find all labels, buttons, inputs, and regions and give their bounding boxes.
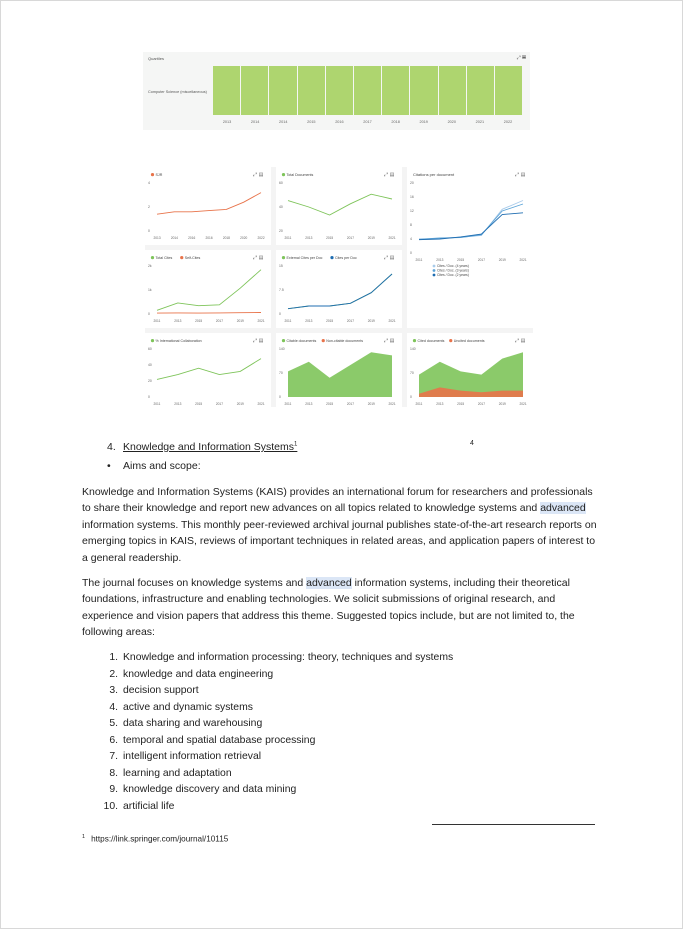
y-tick-label: 140 xyxy=(279,347,285,352)
legend-dot xyxy=(151,339,154,342)
x-tick-label: 2019 xyxy=(498,258,506,262)
y-tick-label: 0 xyxy=(148,312,150,317)
charts-grid xyxy=(145,167,533,407)
quartile-year: 2019 xyxy=(419,120,428,124)
y-tick-label: 15 xyxy=(279,264,283,269)
legend-entry: SJR xyxy=(155,173,163,177)
legend-entry: Cites / Doc. (4 years) xyxy=(437,264,469,268)
y-tick-label: 140 xyxy=(410,347,416,352)
y-tick-label: 0 xyxy=(410,395,412,400)
topic-number: 2. xyxy=(109,668,118,680)
chart-panel xyxy=(276,333,402,411)
topic-text: knowledge discovery and data mining xyxy=(123,784,297,795)
line-series xyxy=(419,213,523,240)
topic-item xyxy=(100,700,453,717)
x-tick-label: 2016 xyxy=(205,236,213,240)
x-tick-label: 2011 xyxy=(284,402,292,406)
legend-entry: % International Collaboration xyxy=(155,339,202,343)
bullet-dot: • xyxy=(107,460,111,472)
quartile-year: 2018 xyxy=(391,120,400,124)
quartile-year: 2021 xyxy=(475,120,485,124)
paragraph-2: The journal focuses on knowledge systems and advanced information systems, including their theoretical foundations, infrastructure and enabling technologies. We solicit submissions of original research, and experience and vision papers that address this theme. Suggested topics include, but are not limited to, the following areas: xyxy=(82,577,575,639)
legend-dot xyxy=(282,256,285,259)
share-icon: ⤢ ▤ xyxy=(384,338,395,344)
y-tick-label: 70 xyxy=(279,371,283,376)
legend-entry: Cited documents xyxy=(417,339,445,343)
x-tick-label: 2018 xyxy=(222,236,230,240)
chart-title: Citations per document xyxy=(413,172,455,177)
share-icon: ⤢ ▤ xyxy=(253,172,264,178)
y-tick-label: 4 xyxy=(410,237,412,242)
x-tick-label: 2019 xyxy=(236,402,244,406)
topic-text: intelligent information retrieval xyxy=(123,751,262,762)
quartile-cell xyxy=(326,66,354,115)
line-series xyxy=(288,274,392,309)
topic-number: 8. xyxy=(109,767,118,779)
quartile-cell xyxy=(382,66,410,115)
x-tick-label: 2017 xyxy=(346,402,354,406)
x-tick-label: 2021 xyxy=(388,402,396,406)
x-tick-label: 2015 xyxy=(457,258,465,262)
x-tick-label: 2019 xyxy=(367,402,375,406)
chart-panel xyxy=(145,250,271,328)
footnote-link[interactable]: https://link.springer.com/journal/10115 xyxy=(91,834,229,844)
topic-text: learning and adaptation xyxy=(123,767,232,779)
x-tick-label: 2021 xyxy=(388,236,396,240)
legend-dot xyxy=(180,256,183,259)
quartile-year: 2014 xyxy=(250,120,260,124)
quartile-cell xyxy=(354,66,382,115)
area-series xyxy=(288,352,392,397)
x-tick-label: 2015 xyxy=(326,236,334,240)
y-tick-label: 70 xyxy=(410,371,414,376)
topic-text: Knowledge and information processing: theory, techniques and systems xyxy=(123,652,454,663)
quartile-year: 2017 xyxy=(363,120,372,124)
quartiles-bar xyxy=(213,66,522,115)
x-tick-label: 2017 xyxy=(477,258,485,262)
legend-entry: Self-Cites xyxy=(184,256,201,260)
x-tick-label: 2019 xyxy=(367,319,375,323)
quartile-year: 2022 xyxy=(503,120,513,124)
y-tick-label: 0 xyxy=(148,395,150,400)
topic-item xyxy=(100,650,453,667)
x-tick-label: 2013 xyxy=(153,236,161,240)
y-tick-label: 0 xyxy=(148,229,150,234)
line-series xyxy=(419,204,523,239)
y-tick-label: 16 xyxy=(410,195,414,200)
quartile-cell xyxy=(410,66,438,115)
y-tick-label: 4 xyxy=(148,181,150,186)
x-tick-label: 2011 xyxy=(153,402,161,406)
legend-dot xyxy=(322,339,325,342)
legend-entry: Cites per Doc xyxy=(335,256,357,260)
legend-entry: Uncited documents xyxy=(453,339,485,343)
share-icon: ⤢ ▤ xyxy=(384,172,395,178)
quartiles-chart xyxy=(143,52,530,130)
y-tick-label: 20 xyxy=(148,379,152,384)
legend-entry: Non-citable documents xyxy=(326,339,364,343)
y-tick-label: 1k xyxy=(148,288,152,293)
x-tick-label: 2011 xyxy=(153,319,161,323)
topic-number: 10. xyxy=(103,800,118,812)
x-tick-label: 2013 xyxy=(174,402,182,406)
line-series xyxy=(157,193,261,215)
section-number: 4. xyxy=(107,441,116,453)
y-tick-label: 2 xyxy=(148,205,150,210)
legend-dot xyxy=(433,265,436,268)
legend-dot xyxy=(330,256,333,259)
line-series xyxy=(288,194,392,215)
x-tick-label: 2013 xyxy=(305,402,313,406)
chart-panel xyxy=(276,167,402,245)
quartile-cell xyxy=(495,66,522,115)
x-tick-label: 2017 xyxy=(215,402,223,406)
aims-label: Aims and scope: xyxy=(123,460,201,472)
quartile-cell xyxy=(439,66,467,115)
quartile-year: 2015 xyxy=(307,120,316,124)
y-tick-label: 8 xyxy=(410,223,412,228)
x-tick-label: 2011 xyxy=(284,236,292,240)
side-number: 4 xyxy=(470,440,474,447)
legend-dot xyxy=(433,274,436,277)
y-tick-label: 40 xyxy=(279,205,283,210)
line-series xyxy=(157,359,261,380)
legend-entry: Citable documents xyxy=(286,339,317,343)
topic-number: 7. xyxy=(109,751,118,762)
quartile-cell xyxy=(298,66,326,115)
y-tick-label: 2k xyxy=(148,264,152,269)
y-tick-label: 0 xyxy=(410,251,412,256)
x-tick-label: 2011 xyxy=(284,319,292,323)
topic-item xyxy=(100,749,453,766)
footnote-ref: 1 xyxy=(294,441,298,448)
line-series xyxy=(419,201,523,240)
x-tick-label: 2019 xyxy=(236,319,244,323)
line-series xyxy=(157,313,261,314)
x-tick-label: 2021 xyxy=(388,319,396,323)
topic-text: artificial life xyxy=(123,800,175,812)
quartiles-category: Computer Science (miscellaneous) xyxy=(148,90,207,94)
quartile-cell xyxy=(213,66,241,115)
share-icon: ⤢ ▤ xyxy=(253,338,264,344)
paragraph-1: Knowledge and Information Systems (KAIS) provides an international forum for researchers and professionals to share their knowledge and report new advances on all topics related to knowledge systems and advanced information systems. This monthly peer-reviewed archival journal publishes state-of-the-art research reports on emerging topics in KAIS, reviews of important techniques in related areas, and application papers of interest to a general readership. xyxy=(82,486,597,564)
legend-dot xyxy=(282,339,285,342)
legend-dot xyxy=(433,269,436,272)
topic-text: active and dynamic systems xyxy=(123,701,253,713)
topic-item xyxy=(100,799,453,816)
quartile-year: 2013 xyxy=(222,120,232,124)
chart-panel xyxy=(145,333,271,411)
chart-panel xyxy=(276,250,402,328)
x-tick-label: 2021 xyxy=(519,402,527,406)
x-tick-label: 2015 xyxy=(457,402,465,406)
topic-item xyxy=(100,667,453,684)
quartile-year: 2020 xyxy=(447,120,457,124)
x-tick-label: 2011 xyxy=(415,258,423,262)
x-tick-label: 2019 xyxy=(367,236,375,240)
x-tick-label: 2013 xyxy=(174,319,182,323)
quartiles-label: Quartiles xyxy=(148,56,165,61)
topic-number: 5. xyxy=(109,718,118,729)
topic-item xyxy=(100,733,453,750)
y-tick-label: 7.5 xyxy=(279,288,284,293)
footnote: $^1$ https://link.springer.com/journal/10115 xyxy=(82,834,229,844)
footnote-separator xyxy=(432,824,595,825)
legend-entry: Cites / Doc. (3 years) xyxy=(437,268,469,273)
legend-dot xyxy=(413,339,416,342)
topic-text: data sharing and warehousing xyxy=(123,718,263,729)
y-tick-label: 12 xyxy=(410,209,414,214)
legend-dot xyxy=(151,173,154,176)
topic-text: temporal and spatial database processing xyxy=(123,734,316,746)
topic-item xyxy=(100,683,453,700)
x-tick-label: 2017 xyxy=(346,236,354,240)
legend-dot xyxy=(151,256,154,259)
x-tick-label: 2015 xyxy=(326,402,334,406)
topic-item xyxy=(100,766,453,783)
legend-entry: External Cites per Doc xyxy=(286,256,323,260)
share-icon: ⤢ ▤ xyxy=(384,255,395,261)
chart-panel xyxy=(407,167,533,328)
x-tick-label: 2016 xyxy=(188,236,196,240)
x-tick-label: 2019 xyxy=(498,402,506,406)
x-tick-label: 2013 xyxy=(305,319,313,323)
legend-entry: Cites / Doc. (2 years) xyxy=(437,273,469,277)
x-tick-label: 2015 xyxy=(195,402,203,406)
chart-panel xyxy=(407,333,533,411)
share-icon: ⤢ ▤ xyxy=(253,255,264,261)
y-tick-label: 0 xyxy=(279,312,281,317)
legend-entry: Total Documents xyxy=(286,173,314,177)
y-tick-label: 60 xyxy=(148,347,152,352)
x-tick-label: 2021 xyxy=(257,319,265,323)
y-tick-label: 60 xyxy=(279,181,283,186)
x-tick-label: 2020 xyxy=(240,236,248,240)
line-series xyxy=(157,270,261,311)
x-tick-label: 2014 xyxy=(170,236,178,240)
x-tick-label: 2011 xyxy=(415,402,423,406)
line-series xyxy=(288,274,392,309)
topic-number: 1. xyxy=(109,652,118,663)
topic-number: 6. xyxy=(109,734,118,746)
topic-number: 9. xyxy=(109,784,118,795)
legend-dot xyxy=(449,339,452,342)
x-tick-label: 2017 xyxy=(215,319,223,323)
x-tick-label: 2021 xyxy=(519,258,527,262)
x-tick-label: 2013 xyxy=(436,402,444,406)
legend-entry: Total Cites xyxy=(155,256,173,260)
quartile-cell xyxy=(467,66,495,115)
y-tick-label: 20 xyxy=(410,181,414,186)
topics-list xyxy=(100,650,453,815)
quartiles-years xyxy=(213,120,522,124)
quartile-year: 2016 xyxy=(335,120,344,124)
chart-panel xyxy=(145,167,271,245)
share-icon: ⤢ ▤ xyxy=(515,338,526,344)
x-tick-label: 2013 xyxy=(305,236,313,240)
x-tick-label: 2022 xyxy=(257,236,265,240)
x-tick-label: 2015 xyxy=(326,319,334,323)
y-tick-label: 20 xyxy=(279,229,283,234)
highlight-advanced: advanced xyxy=(540,502,586,515)
topic-item xyxy=(100,716,453,733)
section-title: Knowledge and Information Systems$^1$ xyxy=(123,441,298,453)
legend-dot xyxy=(282,173,285,176)
quartile-cell xyxy=(241,66,269,115)
topic-item xyxy=(100,782,453,799)
x-tick-label: 2015 xyxy=(195,319,203,323)
highlight-advanced: advanced xyxy=(306,577,352,589)
share-icon: ⤢ ▤ xyxy=(515,172,526,178)
quartile-year: 2014 xyxy=(279,120,288,124)
topic-number: 4. xyxy=(109,701,118,713)
topic-number: 3. xyxy=(109,685,118,696)
share-icon[interactable]: ⤢ ▤ xyxy=(516,55,526,61)
y-tick-label: 40 xyxy=(148,363,152,368)
y-tick-label: 0 xyxy=(279,395,281,400)
x-tick-label: 2021 xyxy=(257,402,265,406)
x-tick-label: 2017 xyxy=(477,402,485,406)
quartile-cell xyxy=(269,66,297,115)
x-tick-label: 2013 xyxy=(436,258,444,262)
topic-text: decision support xyxy=(123,685,199,696)
topic-text: knowledge and data engineering xyxy=(123,668,274,680)
x-tick-label: 2017 xyxy=(346,319,354,323)
